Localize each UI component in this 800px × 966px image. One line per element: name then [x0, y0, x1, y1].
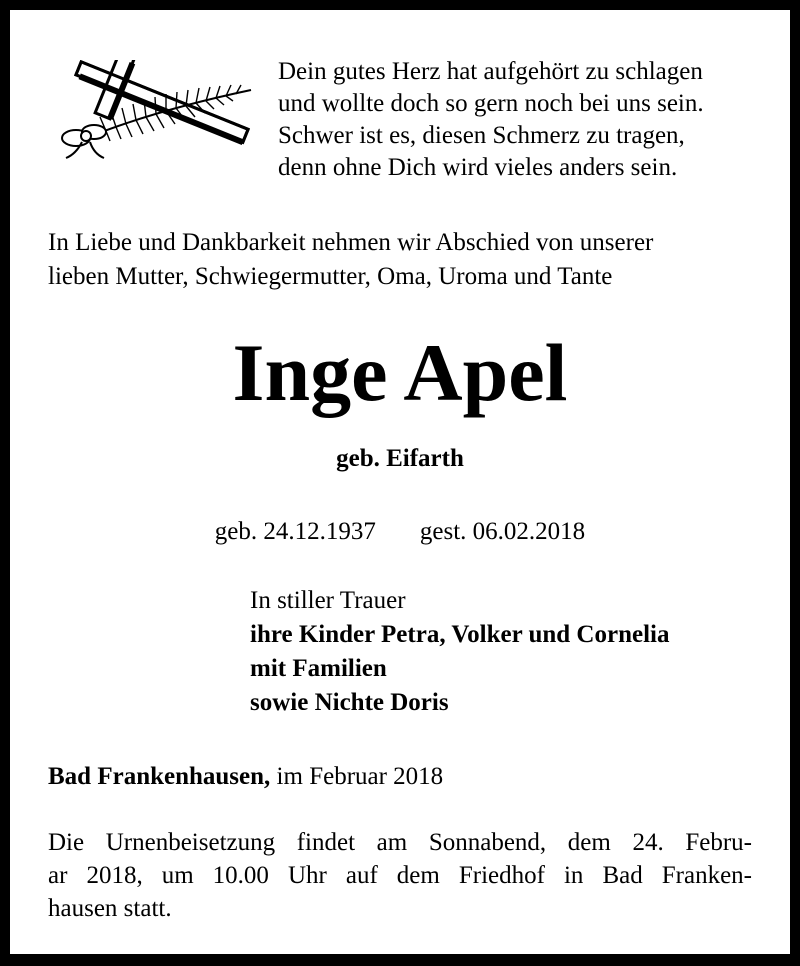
cross-with-palm-branch-icon: [46, 60, 276, 170]
obituary-notice: [10, 10, 790, 954]
poem: [278, 56, 778, 184]
mourners-intro: In stiller Trauer: [250, 587, 406, 614]
intro-line: In Liebe und Dankbarkeit nehmen wir Abschied von unserer: [48, 229, 654, 256]
burial-line: hausen statt.: [48, 895, 172, 922]
place-and-date: [48, 760, 778, 794]
deceased-name: Inge Apel: [232, 327, 568, 418]
mourner-line: mit Familien: [250, 655, 387, 682]
birth-date: geb. 24.12.1937: [214, 518, 376, 545]
farewell-intro: [48, 226, 778, 294]
life-dates: [10, 516, 790, 548]
mourner-line: ihre Kinder Petra, Volker und Cornelia: [250, 621, 670, 648]
poem-line: und wollte doch so gern noch bei uns sein.: [278, 90, 704, 117]
mourners: [250, 584, 780, 720]
town: Bad Frankenhausen,: [48, 763, 271, 790]
maiden-name: geb. Eifarth: [336, 445, 464, 472]
mourner-line: sowie Nichte Doris: [250, 689, 449, 716]
burial-info: [48, 826, 752, 925]
poem-line: Schwer ist es, diesen Schmerz zu tragen,: [278, 122, 685, 149]
notice-date: im Februar 2018: [270, 763, 444, 790]
burial-line: ar 2018, um 10.00 Uhr auf dem Friedhof in Bad Franken-: [48, 862, 752, 889]
poem-line: denn ohne Dich wird vieles anders sein.: [278, 154, 678, 181]
death-date: gest. 06.02.2018: [419, 518, 586, 545]
burial-line: Die Urnenbeisetzung findet am Sonnabend, dem 24. Febru-: [48, 829, 752, 856]
intro-line: lieben Mutter, Schwiegermutter, Oma, Uroma und Tante: [48, 263, 613, 290]
poem-line: Dein gutes Herz hat aufgehört zu schlagen: [278, 58, 703, 85]
